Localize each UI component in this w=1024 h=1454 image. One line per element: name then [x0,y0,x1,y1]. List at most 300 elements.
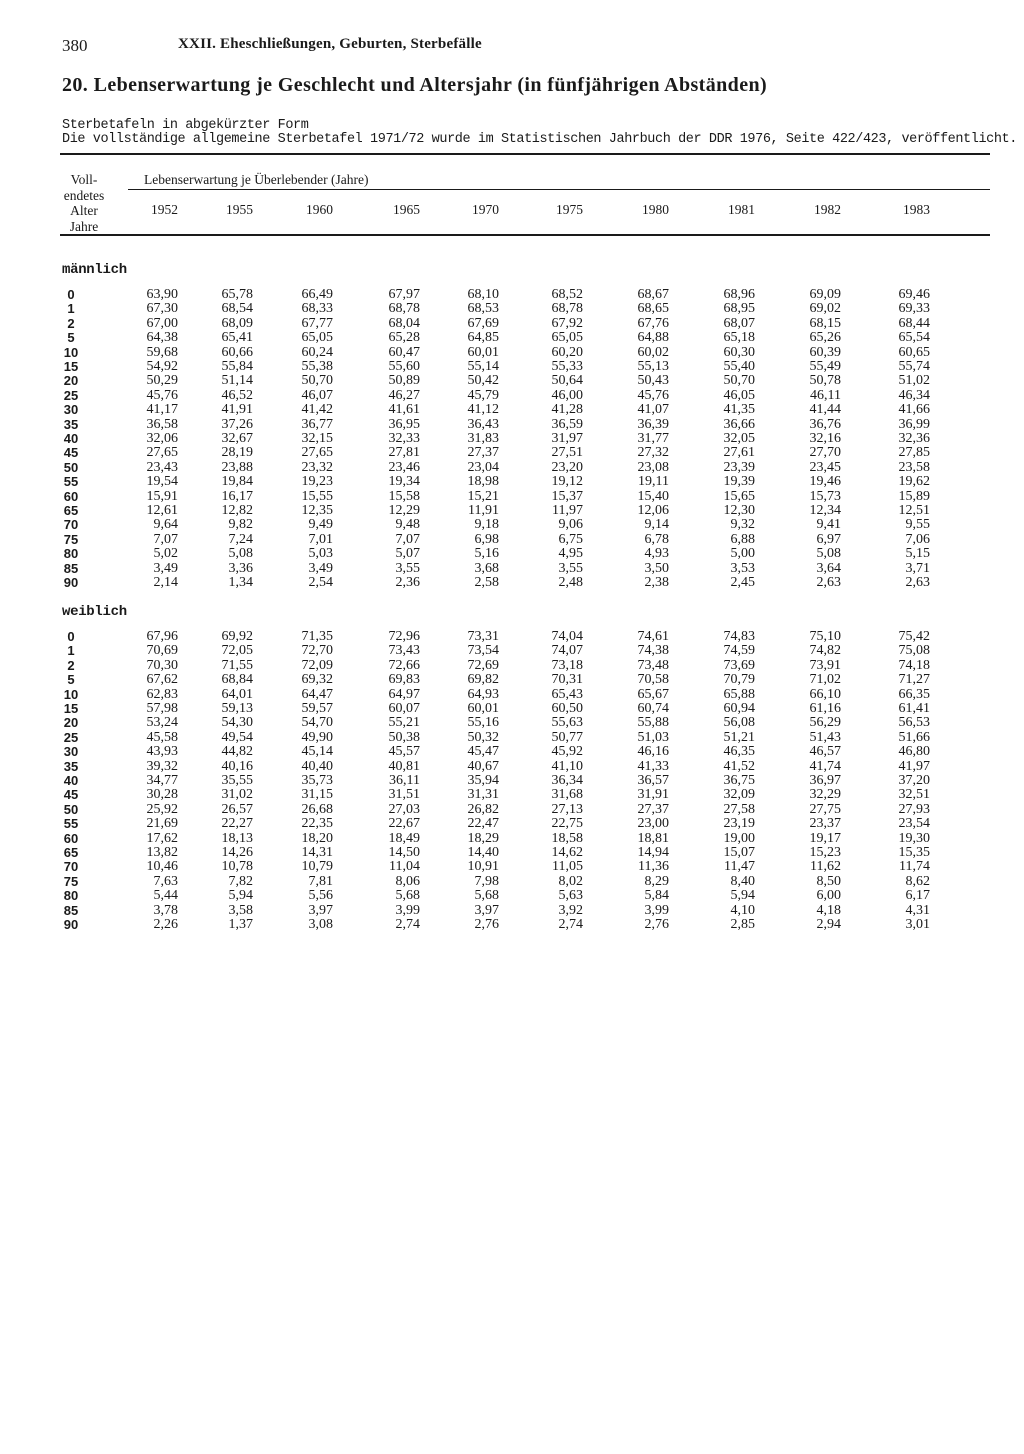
value-cell: 36,58 [146,416,178,432]
table-row [0,774,1000,788]
value-cell: 71,02 [809,672,841,688]
value-cell: 56,29 [809,715,841,731]
table-row [0,760,1000,774]
value-cell: 27,51 [551,445,583,461]
age-cell: 80 [63,546,79,562]
value-cell: 60,39 [809,344,841,360]
value-cell: 64,38 [146,330,178,346]
value-cell: 7,63 [153,873,178,889]
year-column-header: 1975 [556,202,583,217]
value-cell: 50,42 [467,373,499,389]
value-cell: 5,63 [558,888,583,904]
value-cell: 18,98 [467,474,499,490]
value-cell: 41,61 [388,402,420,418]
table-row [0,446,1000,460]
value-cell: 27,37 [467,445,499,461]
value-cell: 11,74 [899,859,930,875]
value-cell: 49,90 [301,729,333,745]
value-cell: 55,88 [637,715,669,731]
stub-header-line: Alter [70,203,98,218]
subtitle-line-1: Sterbetafeln in abgekürzter Form [62,118,309,133]
value-cell: 41,97 [898,758,930,774]
value-cell: 74,07 [551,643,583,659]
value-cell: 23,39 [723,459,755,475]
value-cell: 65,54 [898,330,930,346]
age-cell: 15 [63,359,79,374]
value-cell: 32,06 [146,431,178,446]
value-cell: 50,70 [723,373,755,389]
value-cell: 67,30 [146,301,178,317]
value-cell: 55,14 [467,359,499,374]
value-cell: 18,29 [467,830,499,846]
value-cell: 14,94 [637,845,669,860]
value-cell: 10,78 [221,859,253,875]
value-cell: 50,64 [551,373,583,389]
value-cell: 68,54 [221,301,253,317]
value-cell: 69,33 [898,301,930,317]
value-cell: 5,16 [474,546,499,562]
value-cell: 54,92 [146,359,178,374]
table-row [0,659,1000,673]
value-cell: 56,53 [898,715,930,731]
age-cell: 20 [63,715,79,731]
value-cell: 26,68 [301,801,333,817]
value-cell: 68,78 [551,301,583,317]
value-cell: 12,34 [809,503,841,518]
value-cell: 72,09 [301,657,333,673]
value-cell: 67,76 [637,315,669,331]
value-cell: 12,61 [146,503,178,518]
value-cell: 51,02 [898,373,930,389]
value-cell: 22,35 [301,816,333,832]
value-cell: 75,10 [809,629,841,644]
value-cell: 9,06 [558,517,583,533]
value-cell: 9,64 [153,517,178,533]
value-cell: 2,54 [308,575,333,590]
value-cell: 41,07 [637,402,669,418]
value-cell: 23,88 [221,459,253,475]
age-cell: 60 [63,488,79,504]
value-cell: 5,44 [153,888,178,904]
value-cell: 19,39 [723,474,755,490]
value-cell: 69,32 [301,672,333,688]
table-row [0,875,1000,889]
span-header: Lebenserwartung je Überlebender (Jahre) [144,172,369,187]
value-cell: 2,14 [153,575,178,590]
value-cell: 55,60 [388,359,420,374]
table-row [0,389,1000,403]
value-cell: 51,03 [637,729,669,745]
value-cell: 36,43 [467,416,499,432]
age-cell: 20 [63,373,79,389]
value-cell: 15,55 [301,488,333,504]
value-cell: 36,66 [723,416,755,432]
value-cell: 54,70 [301,715,333,731]
value-cell: 68,10 [467,287,499,302]
value-cell: 64,01 [221,686,253,702]
value-cell: 12,30 [723,503,755,518]
value-cell: 27,61 [723,445,755,461]
value-cell: 74,59 [723,643,755,659]
value-cell: 72,66 [388,657,420,673]
age-cell: 40 [63,431,79,446]
value-cell: 2,74 [395,917,420,932]
table-row [0,731,1000,745]
value-cell: 9,14 [644,517,669,533]
age-cell: 1 [67,301,75,317]
value-cell: 23,58 [898,459,930,475]
value-cell: 10,91 [467,859,499,875]
year-column-header: 1952 [151,202,178,217]
stub-header-line: Jahre [69,218,99,234]
age-cell: 5 [67,672,75,688]
value-cell: 45,92 [551,744,583,760]
value-cell: 45,57 [388,744,420,760]
age-cell: 65 [63,503,79,518]
value-cell: 59,57 [301,701,333,716]
value-cell: 67,92 [551,315,583,331]
table-row [0,846,1000,860]
value-cell: 23,08 [637,459,669,475]
age-cell: 60 [63,830,79,846]
value-cell: 4,95 [558,546,583,562]
value-cell: 12,35 [301,503,333,518]
value-cell: 14,26 [221,845,253,860]
value-cell: 68,95 [723,301,755,317]
value-cell: 70,58 [637,672,669,688]
value-cell: 2,94 [816,917,841,932]
value-cell: 3,50 [644,560,669,576]
table-subtitle [62,119,1017,147]
value-cell: 8,29 [644,873,669,889]
value-cell: 65,28 [388,330,420,346]
table-row [0,745,1000,759]
value-cell: 60,24 [301,344,333,360]
value-cell: 41,10 [551,758,583,774]
year-column-header: 1980 [642,202,669,217]
value-cell: 6,75 [558,531,583,547]
value-cell: 3,36 [228,560,253,576]
table-row [0,432,1000,446]
value-cell: 35,94 [467,773,499,788]
value-cell: 11,36 [638,859,669,875]
value-cell: 10,46 [146,859,178,875]
year-column-header: 1981 [728,202,755,217]
value-cell: 23,19 [723,816,755,832]
table-row [0,302,1000,316]
value-cell: 11,05 [552,859,583,875]
value-cell: 7,24 [228,531,253,547]
value-cell: 73,18 [551,657,583,673]
age-cell: 10 [63,344,79,360]
value-cell: 15,65 [723,488,755,504]
value-cell: 8,40 [730,873,755,889]
value-cell: 50,43 [637,373,669,389]
value-cell: 73,48 [637,657,669,673]
value-cell: 31,77 [637,431,669,446]
value-cell: 46,52 [221,387,253,403]
value-cell: 2,76 [644,917,669,932]
value-cell: 5,84 [644,888,669,904]
value-cell: 6,97 [816,531,841,547]
value-cell: 30,28 [146,787,178,803]
value-cell: 3,55 [395,560,420,576]
value-cell: 65,05 [551,330,583,346]
value-cell: 55,21 [388,715,420,731]
value-cell: 8,06 [395,873,420,889]
table-row [0,504,1000,518]
value-cell: 19,34 [388,474,420,490]
value-cell: 23,45 [809,459,841,475]
value-cell: 61,16 [809,701,841,716]
value-cell: 50,89 [388,373,420,389]
value-cell: 7,01 [308,531,333,547]
value-cell: 36,57 [637,773,669,788]
value-cell: 59,13 [221,701,253,716]
value-cell: 68,84 [221,672,253,688]
value-cell: 5,94 [228,888,253,904]
value-cell: 72,05 [221,643,253,659]
value-cell: 69,92 [221,629,253,644]
value-cell: 36,59 [551,416,583,432]
value-cell: 44,82 [221,744,253,760]
value-cell: 41,17 [146,402,178,418]
value-cell: 6,78 [644,531,669,547]
value-cell: 27,93 [898,801,930,817]
value-cell: 23,37 [809,816,841,832]
age-cell: 85 [63,560,79,576]
value-cell: 27,65 [146,445,178,461]
value-cell: 54,30 [221,715,253,731]
value-cell: 39,32 [146,758,178,774]
year-column-header: 1970 [472,202,499,217]
value-cell: 72,69 [467,657,499,673]
value-cell: 9,41 [816,517,841,533]
value-cell: 37,20 [898,773,930,788]
value-cell: 75,42 [898,629,930,644]
value-cell: 8,02 [558,873,583,889]
value-cell: 68,52 [551,287,583,302]
value-cell: 12,06 [637,503,669,518]
value-cell: 5,08 [228,546,253,562]
value-cell: 46,07 [301,387,333,403]
value-cell: 1,37 [228,917,253,932]
value-cell: 27,13 [551,801,583,817]
age-cell: 75 [63,873,79,889]
value-cell: 66,49 [301,287,333,302]
value-cell: 41,74 [809,758,841,774]
value-cell: 74,18 [898,657,930,673]
value-cell: 67,96 [146,629,178,644]
value-cell: 4,10 [730,902,755,918]
value-cell: 14,40 [467,845,499,860]
value-cell: 32,36 [898,431,930,446]
value-cell: 23,54 [898,816,930,832]
value-cell: 36,11 [389,773,420,788]
table-row [0,716,1000,730]
table-row [0,360,1000,374]
value-cell: 60,65 [898,344,930,360]
value-cell: 56,08 [723,715,755,731]
value-cell: 69,83 [388,672,420,688]
value-cell: 35,73 [301,773,333,788]
value-cell: 60,74 [637,701,669,716]
value-cell: 32,05 [723,431,755,446]
value-cell: 26,82 [467,801,499,817]
value-cell: 5,68 [395,888,420,904]
value-cell: 18,58 [551,830,583,846]
value-cell: 67,69 [467,315,499,331]
value-cell: 11,91 [468,503,499,518]
age-cell: 1 [67,643,75,659]
value-cell: 65,26 [809,330,841,346]
age-cell: 85 [63,902,79,918]
value-cell: 9,82 [228,517,253,533]
value-cell: 55,38 [301,359,333,374]
age-cell: 80 [63,888,79,904]
value-cell: 21,69 [146,816,178,832]
value-cell: 36,99 [898,416,930,432]
value-cell: 60,30 [723,344,755,360]
value-cell: 41,12 [467,402,499,418]
value-cell: 18,81 [637,830,669,846]
value-cell: 69,82 [467,672,499,688]
value-cell: 32,29 [809,787,841,803]
value-cell: 15,73 [809,488,841,504]
value-cell: 19,12 [551,474,583,490]
value-cell: 70,31 [551,672,583,688]
value-cell: 36,77 [301,416,333,432]
value-cell: 32,33 [388,431,420,446]
value-cell: 17,62 [146,830,178,846]
value-cell: 27,85 [898,445,930,461]
age-cell: 2 [67,315,75,331]
age-cell: 90 [63,575,79,590]
age-cell: 0 [67,629,75,644]
value-cell: 43,93 [146,744,178,760]
value-cell: 34,77 [146,773,178,788]
value-cell: 3,64 [816,560,841,576]
value-cell: 32,15 [301,431,333,446]
age-cell: 70 [63,859,79,875]
value-cell: 31,51 [388,787,420,803]
value-cell: 65,88 [723,686,755,702]
value-cell: 12,82 [221,503,253,518]
year-column-header: 1955 [226,202,253,217]
value-cell: 36,97 [809,773,841,788]
value-cell: 60,01 [467,344,499,360]
value-cell: 40,16 [221,758,253,774]
value-cell: 41,42 [301,402,333,418]
value-cell: 15,89 [898,488,930,504]
value-cell: 7,81 [308,873,333,889]
age-cell: 25 [63,729,79,745]
value-cell: 64,85 [467,330,499,346]
value-cell: 60,01 [467,701,499,716]
value-cell: 7,07 [153,531,178,547]
age-cell: 35 [63,416,79,432]
value-cell: 74,61 [637,629,669,644]
value-cell: 70,30 [146,657,178,673]
value-cell: 23,43 [146,459,178,475]
age-cell: 30 [63,744,79,760]
value-cell: 27,70 [809,445,841,461]
value-cell: 15,91 [146,488,178,504]
table-row [0,788,1000,802]
value-cell: 63,90 [146,287,178,302]
table-row [0,904,1000,918]
age-cell: 25 [63,387,79,403]
value-cell: 35,55 [221,773,253,788]
value-cell: 7,07 [395,531,420,547]
value-cell: 31,91 [637,787,669,803]
table-row [0,817,1000,831]
value-cell: 27,65 [301,445,333,461]
value-cell: 14,62 [551,845,583,860]
stub-header-line: Voll- [70,172,98,187]
value-cell: 2,26 [153,917,178,932]
value-cell: 23,32 [301,459,333,475]
table-row [0,630,1000,644]
value-cell: 46,27 [388,387,420,403]
value-cell: 19,62 [898,474,930,490]
value-cell: 68,53 [467,301,499,317]
table-row [0,562,1000,576]
table-row [0,918,1000,932]
value-cell: 2,63 [905,575,930,590]
value-cell: 40,81 [388,758,420,774]
value-cell: 55,74 [898,359,930,374]
value-cell: 5,56 [308,888,333,904]
value-cell: 3,68 [474,560,499,576]
value-cell: 60,07 [388,701,420,716]
value-cell: 68,15 [809,315,841,331]
value-cell: 12,51 [898,503,930,518]
value-cell: 32,67 [221,431,253,446]
value-cell: 41,91 [221,402,253,418]
value-cell: 27,81 [388,445,420,461]
value-cell: 64,47 [301,686,333,702]
value-cell: 55,33 [551,359,583,374]
value-cell: 59,68 [146,344,178,360]
value-cell: 23,00 [637,816,669,832]
value-cell: 51,43 [809,729,841,745]
value-cell: 36,76 [809,416,841,432]
value-cell: 60,20 [551,344,583,360]
age-cell: 90 [63,917,79,932]
header-inner-rule [128,189,990,190]
value-cell: 4,18 [816,902,841,918]
value-cell: 72,96 [388,629,420,644]
value-cell: 15,07 [723,845,755,860]
value-cell: 68,44 [898,315,930,331]
value-cell: 69,09 [809,287,841,302]
value-cell: 55,40 [723,359,755,374]
value-cell: 10,79 [301,859,333,875]
table-row [0,860,1000,874]
value-cell: 68,96 [723,287,755,302]
value-cell: 2,85 [730,917,755,932]
value-cell: 19,23 [301,474,333,490]
value-cell: 40,40 [301,758,333,774]
value-cell: 65,41 [221,330,253,346]
table-row [0,317,1000,331]
value-cell: 46,00 [551,387,583,403]
value-cell: 60,50 [551,701,583,716]
value-cell: 41,28 [551,402,583,418]
value-cell: 11,04 [389,859,420,875]
value-cell: 64,88 [637,330,669,346]
